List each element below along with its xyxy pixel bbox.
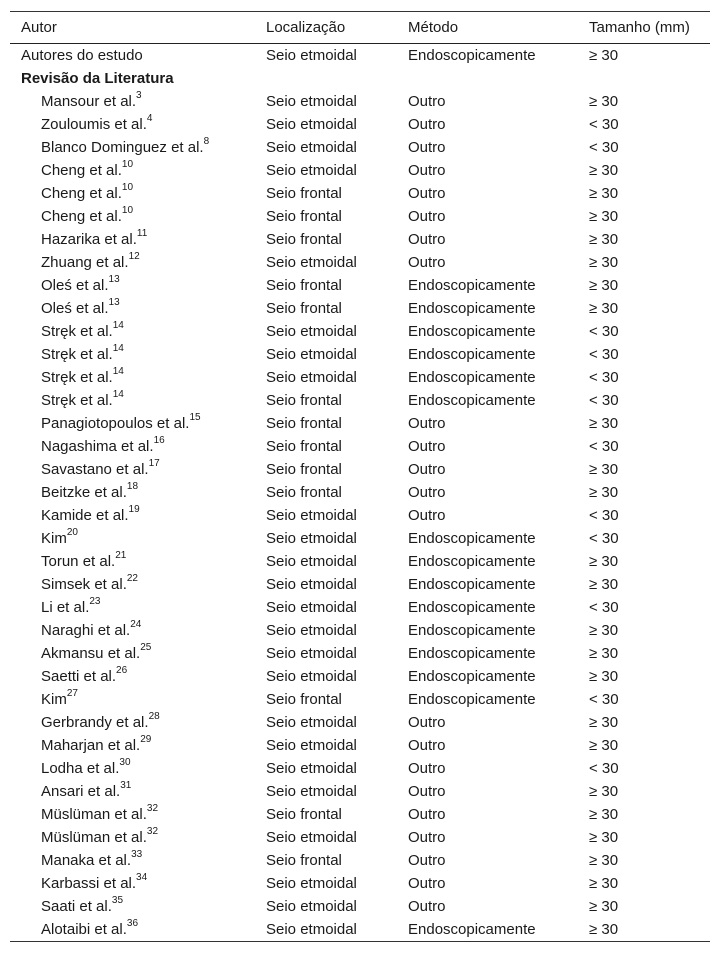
- author-name: Blanco Dominguez et al.: [41, 139, 204, 156]
- cell-tamanho: ≥ 30: [589, 231, 619, 248]
- reference-number: 4: [146, 113, 153, 124]
- reference-number: 10: [121, 159, 134, 170]
- cell-localizacao: Seio etmoidal: [266, 93, 357, 110]
- cell-metodo: Endoscopicamente: [408, 921, 536, 938]
- table-row: [10, 504, 710, 527]
- reference-number: 26: [116, 665, 128, 676]
- cell-tamanho: ≥ 30: [589, 921, 619, 938]
- table-row: [10, 320, 710, 343]
- table-row: [10, 458, 710, 481]
- cell-autor: [41, 550, 126, 573]
- cell-tamanho: ≥ 30: [589, 185, 619, 202]
- reference-number: 32: [146, 826, 159, 837]
- header-metodo: Método: [408, 19, 459, 36]
- cell-metodo: Outro: [408, 139, 446, 156]
- author-name: Stręk et al.: [41, 323, 113, 340]
- table-row: [10, 688, 710, 711]
- table-row: [10, 895, 710, 918]
- cell-localizacao: Seio etmoidal: [266, 645, 357, 662]
- cell-localizacao: Seio etmoidal: [266, 254, 357, 271]
- cell-localizacao: Seio etmoidal: [266, 346, 357, 363]
- cell-localizacao: Seio etmoidal: [266, 668, 357, 685]
- cell-localizacao: Seio etmoidal: [266, 139, 357, 156]
- cell-localizacao: Seio etmoidal: [266, 323, 357, 340]
- author-name: Savastano et al.: [41, 461, 149, 478]
- cell-tamanho: ≥ 30: [589, 415, 619, 432]
- cell-autor: [41, 228, 147, 251]
- cell-autor: [41, 343, 124, 366]
- author-name: Stręk et al.: [41, 346, 113, 363]
- cell-metodo: Outro: [408, 162, 446, 179]
- cell-tamanho: ≥ 30: [589, 461, 619, 478]
- cell-autor: [41, 711, 160, 734]
- reference-number: 25: [140, 642, 152, 653]
- cell-localizacao: Seio etmoidal: [266, 898, 357, 915]
- cell-localizacao: Seio etmoidal: [266, 530, 357, 547]
- cell-localizacao: Seio frontal: [266, 484, 342, 501]
- cell-tamanho: < 30: [589, 346, 619, 363]
- author-name: Saati et al.: [41, 898, 112, 915]
- cell-metodo: Outro: [408, 231, 446, 248]
- reference-number: 19: [128, 504, 140, 515]
- cell-tamanho: ≥ 30: [589, 783, 619, 800]
- cell-autor: [41, 412, 201, 435]
- cell-localizacao: Seio etmoidal: [266, 737, 357, 754]
- table-row: [10, 136, 710, 159]
- cell-metodo: Outro: [408, 185, 446, 202]
- cell-autor: [41, 619, 141, 642]
- cell-localizacao: Seio etmoidal: [266, 599, 357, 616]
- cell-localizacao: Seio etmoidal: [266, 553, 357, 570]
- table-row: [10, 849, 710, 872]
- cell-metodo: Endoscopicamente: [408, 530, 536, 547]
- table-row: [10, 343, 710, 366]
- table-row: [10, 205, 710, 228]
- reference-number: 27: [66, 688, 78, 699]
- cell-localizacao: Seio etmoidal: [266, 921, 357, 938]
- cell-metodo: Outro: [408, 783, 446, 800]
- cell-metodo: Outro: [408, 507, 446, 524]
- table-row: [10, 826, 710, 849]
- header-tamanho: Tamanho (mm): [589, 19, 690, 36]
- cell-autor: [41, 205, 133, 228]
- cell-metodo: Endoscopicamente: [408, 323, 536, 340]
- author-name: Oleś et al.: [41, 300, 109, 317]
- author-name: Stręk et al.: [41, 392, 113, 409]
- cell-metodo: Outro: [408, 760, 446, 777]
- author-name: Stręk et al.: [41, 369, 113, 386]
- table-row: [10, 182, 710, 205]
- cell-autor: [41, 895, 123, 918]
- cell-tamanho: < 30: [589, 392, 619, 409]
- cell-metodo: Endoscopicamente: [408, 300, 536, 317]
- reference-number: 17: [148, 458, 160, 469]
- reference-number: 32: [146, 803, 159, 814]
- cell-metodo: Outro: [408, 254, 446, 271]
- reference-number: 33: [131, 849, 143, 860]
- cell-tamanho: < 30: [589, 116, 619, 133]
- cell-localizacao: Seio etmoidal: [266, 714, 357, 731]
- cell-localizacao: Seio frontal: [266, 461, 342, 478]
- cell-tamanho: ≥ 30: [589, 576, 619, 593]
- cell-autor: [41, 688, 78, 711]
- cell-autor: [41, 573, 138, 596]
- cell-autor: [41, 918, 138, 941]
- reference-number: 30: [119, 757, 131, 768]
- author-name: Nagashima et al.: [41, 438, 154, 455]
- cell-autor: [41, 113, 152, 136]
- table-row: [10, 918, 710, 941]
- author-name: Zhuang et al.: [41, 254, 129, 271]
- table-row: [10, 665, 710, 688]
- table-row: [10, 90, 710, 113]
- reference-number: 14: [112, 366, 124, 377]
- cell-tamanho: ≥ 30: [589, 898, 619, 915]
- reference-number: 20: [66, 527, 78, 538]
- author-name: Cheng et al.: [41, 162, 122, 179]
- reference-number: 21: [115, 550, 127, 561]
- author-name: Panagiotopoulos et al.: [41, 415, 190, 432]
- cell-localizacao: Seio frontal: [266, 438, 342, 455]
- cell-localizacao: Seio etmoidal: [266, 369, 357, 386]
- cell-tamanho: ≥ 30: [589, 645, 619, 662]
- cell-tamanho: ≥ 30: [589, 852, 619, 869]
- author-name: Kim: [41, 691, 67, 708]
- cell-tamanho: ≥ 30: [589, 553, 619, 570]
- reference-number: 8: [203, 136, 210, 147]
- table-row: [10, 872, 710, 895]
- cell-localizacao: Seio frontal: [266, 208, 342, 225]
- cell-localizacao: Seio frontal: [266, 691, 342, 708]
- reference-number: 12: [128, 251, 140, 262]
- cell-tamanho: < 30: [589, 507, 619, 524]
- table-row: [10, 711, 710, 734]
- reference-number: 10: [121, 205, 134, 216]
- author-name: Simsek et al.: [41, 576, 127, 593]
- table-row: [10, 757, 710, 780]
- cell-autor: [41, 665, 127, 688]
- cell-metodo: Outro: [408, 852, 446, 869]
- cell-localizacao: Seio etmoidal: [266, 576, 357, 593]
- cell-autor: [41, 136, 209, 159]
- cell-localizacao: Seio frontal: [266, 852, 342, 869]
- cell-tamanho: ≥ 30: [589, 484, 619, 501]
- cell-metodo: Endoscopicamente: [408, 645, 536, 662]
- cell-localizacao: Seio etmoidal: [266, 829, 357, 846]
- table-row: [10, 228, 710, 251]
- reference-number: 14: [112, 389, 124, 400]
- cell-tamanho: ≥ 30: [589, 300, 619, 317]
- author-name: Ansari et al.: [41, 783, 121, 800]
- cell-localizacao: Seio etmoidal: [266, 622, 357, 639]
- cell-localizacao: Seio etmoidal: [266, 162, 357, 179]
- cell-tamanho: < 30: [589, 139, 619, 156]
- header-autor: Autor: [21, 19, 57, 36]
- author-name: Oleś et al.: [41, 277, 109, 294]
- author-name: Beitzke et al.: [41, 484, 127, 501]
- author-name: Kim: [41, 530, 67, 547]
- cell-localizacao: Seio etmoidal: [266, 875, 357, 892]
- author-name: Gerbrandy et al.: [41, 714, 149, 731]
- table-row: [10, 113, 710, 136]
- cell-metodo: Outro: [408, 93, 446, 110]
- reference-number: 35: [111, 895, 124, 906]
- table-row: [10, 412, 710, 435]
- cell-metodo: Outro: [408, 208, 446, 225]
- cell-metodo: Endoscopicamente: [408, 47, 536, 64]
- cell-autor: [41, 504, 140, 527]
- cell-tamanho: < 30: [589, 369, 619, 386]
- reference-number: 16: [153, 435, 165, 446]
- cell-metodo: Endoscopicamente: [408, 392, 536, 409]
- table-row: [10, 642, 710, 665]
- author-name: Lodha et al.: [41, 760, 120, 777]
- cell-tamanho: ≥ 30: [589, 47, 619, 64]
- cell-metodo: Endoscopicamente: [408, 553, 536, 570]
- table-row: [10, 389, 710, 412]
- cell-autor: [41, 297, 120, 320]
- cell-metodo: Outro: [408, 714, 446, 731]
- cell-localizacao: Seio frontal: [266, 231, 342, 248]
- cell-metodo: Endoscopicamente: [408, 576, 536, 593]
- author-name: Akmansu et al.: [41, 645, 141, 662]
- reference-number: 14: [112, 343, 124, 354]
- table-row: [10, 550, 710, 573]
- cell-metodo: Endoscopicamente: [408, 668, 536, 685]
- cell-tamanho: < 30: [589, 530, 619, 547]
- cell-localizacao: Seio etmoidal: [266, 507, 357, 524]
- cell-metodo: Outro: [408, 898, 446, 915]
- reference-number: 14: [112, 320, 124, 331]
- cell-autor: [41, 90, 142, 113]
- table-row: [10, 734, 710, 757]
- table-row: [10, 596, 710, 619]
- cell-tamanho: ≥ 30: [589, 875, 619, 892]
- cell-metodo: Outro: [408, 461, 446, 478]
- cell-tamanho: ≥ 30: [589, 737, 619, 754]
- author-name: Naraghi et al.: [41, 622, 131, 639]
- author-name: Mansour et al.: [41, 93, 137, 110]
- cell-metodo: Endoscopicamente: [408, 622, 536, 639]
- cell-metodo: Endoscopicamente: [408, 369, 536, 386]
- cell-metodo: Outro: [408, 415, 446, 432]
- table-row: [10, 274, 710, 297]
- reference-number: 10: [121, 182, 134, 193]
- author-name: Saetti et al.: [41, 668, 117, 685]
- table-row: [10, 780, 710, 803]
- cell-autor: [41, 366, 124, 389]
- table-row: [10, 297, 710, 320]
- table-body: [10, 90, 710, 941]
- cell-autor: [41, 780, 131, 803]
- table-row: [10, 481, 710, 504]
- cell-metodo: Outro: [408, 484, 446, 501]
- reference-number: 13: [108, 274, 120, 285]
- cell-autor: [41, 872, 147, 895]
- cell-autor: [41, 274, 120, 297]
- author-name: Maharjan et al.: [41, 737, 141, 754]
- cell-metodo: Endoscopicamente: [408, 277, 536, 294]
- table-row: [10, 619, 710, 642]
- cell-autor: [41, 159, 133, 182]
- reference-number: 13: [108, 297, 120, 308]
- author-name: Manaka et al.: [41, 852, 132, 869]
- author-name: Müslüman et al.: [41, 806, 147, 823]
- reference-number: 23: [89, 596, 101, 607]
- cell-autor: [41, 849, 142, 872]
- cell-tamanho: ≥ 30: [589, 829, 619, 846]
- author-name: Zouloumis et al.: [41, 116, 147, 133]
- table-row: [10, 527, 710, 550]
- cell-localizacao: Seio frontal: [266, 277, 342, 294]
- reference-number: 3: [136, 90, 142, 101]
- cell-autor: [41, 481, 138, 504]
- author-name: Hazarika et al.: [41, 231, 137, 248]
- author-name: Alotaibi et al.: [41, 921, 127, 938]
- table-row: [10, 159, 710, 182]
- table-header: [10, 12, 710, 43]
- cell-localizacao: Seio frontal: [266, 806, 342, 823]
- cell-autor: [41, 527, 78, 550]
- cell-tamanho: < 30: [589, 760, 619, 777]
- cell-localizacao: Seio etmoidal: [266, 760, 357, 777]
- table-row: [10, 573, 710, 596]
- data-table: [10, 11, 710, 942]
- reference-number: 24: [130, 619, 142, 630]
- cell-metodo: Outro: [408, 875, 446, 892]
- section-label: Revisão da Literatura: [21, 70, 174, 87]
- cell-tamanho: < 30: [589, 691, 619, 708]
- cell-autor: [41, 435, 165, 458]
- cell-metodo: Endoscopicamente: [408, 691, 536, 708]
- cell-localizacao: Seio frontal: [266, 185, 342, 202]
- table-row: [10, 366, 710, 389]
- reference-number: 15: [189, 412, 201, 423]
- reference-number: 11: [136, 228, 148, 239]
- cell-tamanho: < 30: [589, 323, 619, 340]
- table-row: [10, 251, 710, 274]
- cell-autor: [41, 251, 140, 274]
- cell-autor: [41, 642, 151, 665]
- cell-localizacao: Seio frontal: [266, 392, 342, 409]
- cell-tamanho: ≥ 30: [589, 277, 619, 294]
- cell-metodo: Outro: [408, 806, 446, 823]
- cell-localizacao: Seio frontal: [266, 300, 342, 317]
- reference-number: 31: [120, 780, 132, 791]
- reference-number: 22: [126, 573, 138, 584]
- reference-number: 28: [148, 711, 160, 722]
- cell-metodo: Endoscopicamente: [408, 599, 536, 616]
- cell-tamanho: ≥ 30: [589, 714, 619, 731]
- author-name: Li et al.: [41, 599, 90, 616]
- cell-tamanho: ≥ 30: [589, 254, 619, 271]
- author-name: Müslüman et al.: [41, 829, 147, 846]
- cell-tamanho: ≥ 30: [589, 208, 619, 225]
- cell-localizacao: Seio etmoidal: [266, 47, 357, 64]
- cell-metodo: Endoscopicamente: [408, 346, 536, 363]
- cell-metodo: Outro: [408, 438, 446, 455]
- cell-autor: [41, 826, 158, 849]
- reference-number: 18: [126, 481, 139, 492]
- cell-autor: [41, 458, 160, 481]
- section-row: [10, 67, 710, 90]
- cell-autor: [41, 182, 133, 205]
- cell-autor: [41, 320, 124, 343]
- reference-number: 29: [140, 734, 152, 745]
- cell-tamanho: < 30: [589, 438, 619, 455]
- table-row: [10, 803, 710, 826]
- table-row-study: [10, 44, 710, 67]
- cell-autor: [41, 757, 131, 780]
- cell-localizacao: Seio frontal: [266, 415, 342, 432]
- cell-tamanho: ≥ 30: [589, 93, 619, 110]
- cell-autor: [41, 803, 158, 826]
- author-name: Cheng et al.: [41, 208, 122, 225]
- reference-number: 34: [136, 872, 148, 883]
- cell-metodo: Outro: [408, 116, 446, 133]
- table-row: [10, 435, 710, 458]
- cell-metodo: Outro: [408, 829, 446, 846]
- cell-tamanho: ≥ 30: [589, 622, 619, 639]
- author-name: Cheng et al.: [41, 185, 122, 202]
- cell-autor: [41, 734, 151, 757]
- cell-localizacao: Seio etmoidal: [266, 116, 357, 133]
- cell-tamanho: ≥ 30: [589, 806, 619, 823]
- table-bottom-rule: [10, 941, 710, 942]
- cell-localizacao: Seio etmoidal: [266, 783, 357, 800]
- cell-autor: [41, 389, 124, 412]
- header-localizacao: Localização: [266, 19, 346, 36]
- cell-autor: [41, 596, 101, 619]
- reference-number: 36: [126, 918, 139, 929]
- cell-tamanho: ≥ 30: [589, 162, 619, 179]
- author-name: Karbassi et al.: [41, 875, 137, 892]
- cell-tamanho: < 30: [589, 599, 619, 616]
- cell-tamanho: ≥ 30: [589, 668, 619, 685]
- cell-autor: Autores do estudo: [21, 47, 143, 64]
- author-name: Torun et al.: [41, 553, 116, 570]
- author-name: Kamide et al.: [41, 507, 129, 524]
- cell-metodo: Outro: [408, 737, 446, 754]
